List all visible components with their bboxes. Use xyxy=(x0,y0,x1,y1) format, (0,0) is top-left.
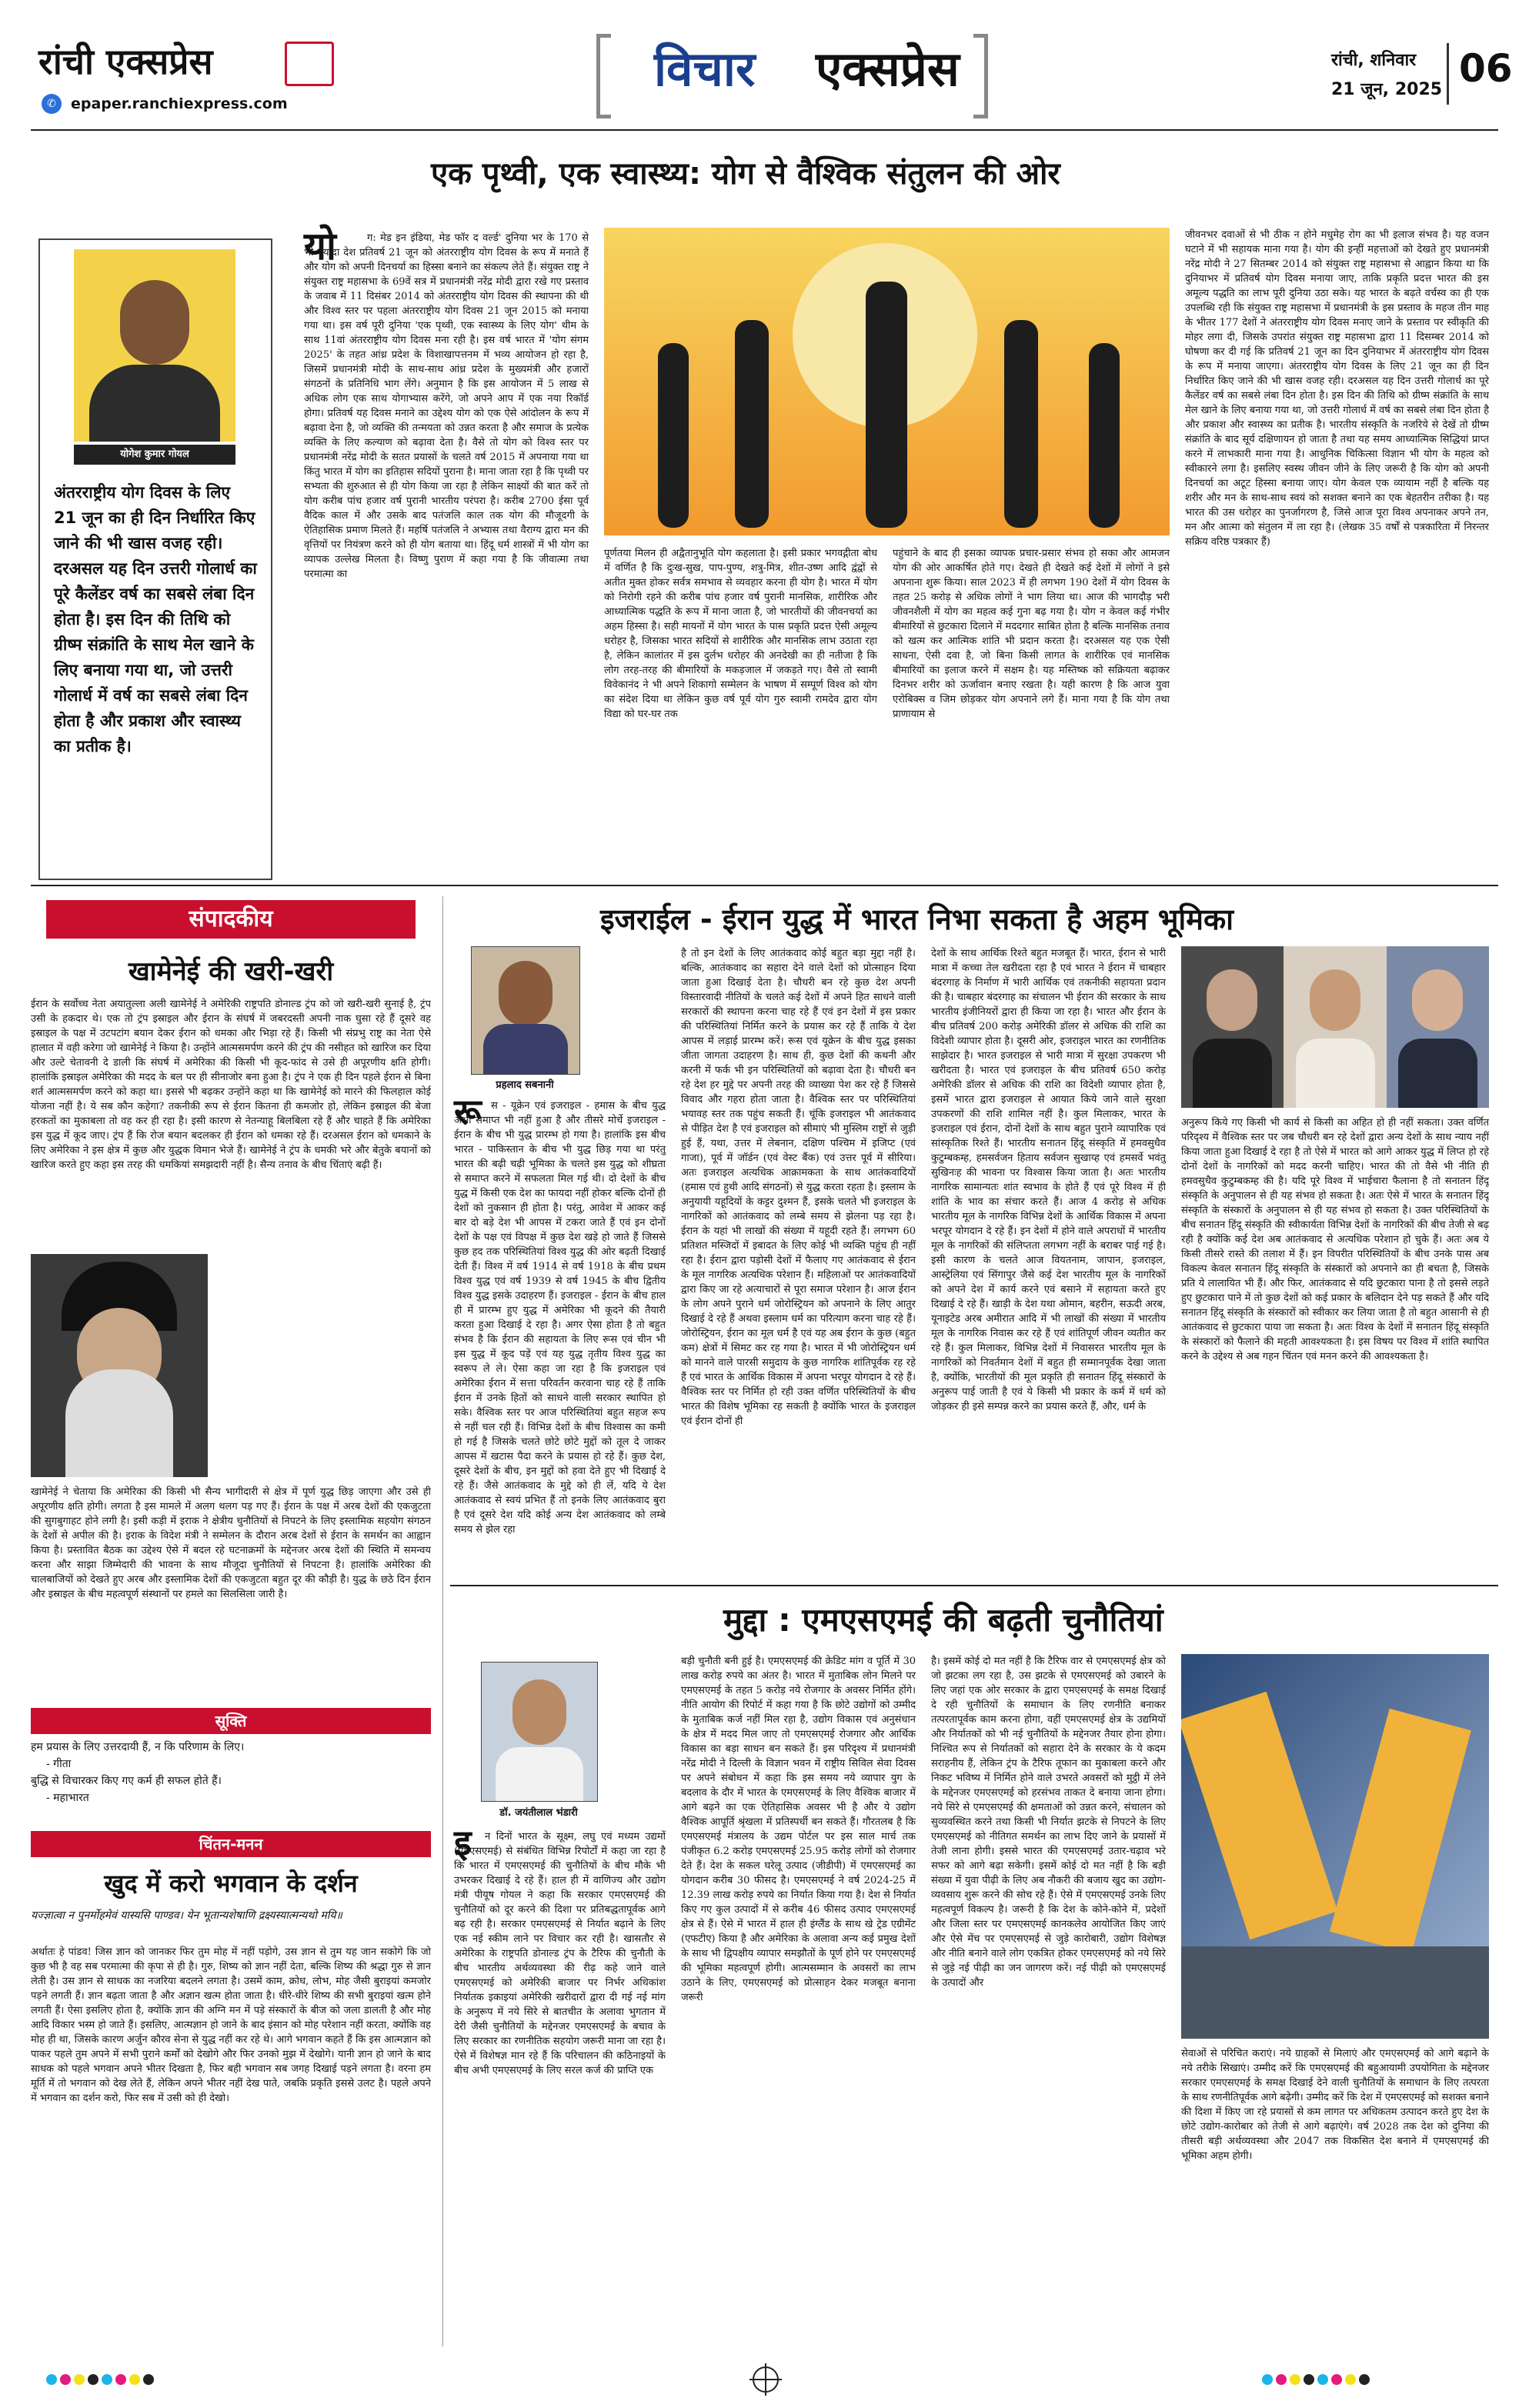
leader-photo-2 xyxy=(1284,946,1387,1108)
israel-iran-col-1: स - यूक्रेन एवं इजराइल - हमास के बीच युद्ध अभी समाप्त भी नहीं हुआ है और तीसरे मोर्चे इजराइल - ईरान के बीच भी युद्ध प्रारम्भ हो गया है। हालांकि इस बीच भारत - पाकिस्तान के बीच भी युद्ध छिड़ गया था परंतु भारत की बढ़ी चढ़ी भूमिका के चलते इस युद्ध को शीघ्रता से समाप्त करने में सफलता मिल गई थी। दो देशों के बीच युद्ध में किसी एक देश का फायदा नहीं होकर बल्कि दोनों ही देशों को नुकसान ही होता है। परंतु, आवेश में आकर कई बार दो बड़े देश भी आपस में टकरा जाते हैं एवं इन दोनों देशों के पक्ष एवं विपक्ष में कुछ देश खड़े हो जाते हैं जिससे कुछ हद तक परिस्थितियां विश्व युद्ध की ओर बढ़ती दिखाई देती हैं। विश्व में वर्ष 1914 से वर्ष 1918 के बीच प्रथम विश्व युद्ध एवं वर्ष 1939 से वर्ष 1945 के बीच द्वितीय विश्व युद्ध इसके उदाहरण हैं। इजराइल - ईरान के बीच हाल ही में प्रारम्भ हुए युद्ध में अमेरिका भी कूदने की तैयारी करता हुआ दिखाई दे रहा है। अगर ऐसा होता है तो बहुत संभव है कि ईरान की सहायता के लिए रूस एवं चीन भी इस युद्ध में कूद पड़ें एवं यह युद्ध तृतीय विश्व युद्ध का स्वरूप ले ले। ऐसा कहा जा रहा है कि इजराइल एवं अमेरिका ईरान में सत्ता परिवर्तन करवाना चाह रहे हैं ताकि ईरान में उनके हितों को साधने वाली सरकार स्थापित हो सके। वैश्विक स्तर पर आज परिस्थितियां बहुत सहज रूप से नहीं चल रही हैं। विभिन्न देशों के बीच विश्वास का कमी हो गई है जिसके चलते छोटे छोटे मुद्दों को तूल दे जाकर आपस में खटास पैदा करने के प्रयास हो रहे हैं। कुछ देश, दूसरे देशों के बीच, इन मुद्दों को हवा देते हुए भी दिखाई दे रहे हैं। जैसे आतंकवाद के मुद्दे को ही लें, यदि ये देश आतंकवाद से स्वयं प्रभित हैं तो इनके लिए आतंकवाद बुरा है एवं दूसरे देश यदि कोई अन्य देश आतंकवाद को लम्बे समय से झेल रहा xyxy=(454,1100,666,1536)
msme-col-3: है। इसमें कोई दो मत नहीं है कि टैरिफ वार से एमएसएमई क्षेत्र को जो झटका लग रहा है, उस झटके से एमएसएमई को उबारने के लिए जहां एक ओर सरकार के द्वारा एमएसएमई के समक्ष दिखाई दे रही चुनौतियों के समाधान के लिए रणनीति बनाकर तत्परतापूर्वक काम करना होगा, वहीं एमएसएमई क्षेत्र के उद्यमियों और निर्यातकों को भी नई चुनौतियों के मद्देनजर तैयार होना होगा। निश्चित रूप से निर्यातकों को सहारा देने के सरकार के ये कदम सराहनीय हैं, लेकिन ट्रंप के टैरिफ तूफान का मुकाबला करने और निकट भविष्य में निर्मित होने वाले उभरते अवसरों को मुट्ठी में लेने के मद्देनजर एमएसएमई को हरसंभव ताकत दे बनाया जाना होगा। नये सिरे से एमएसएमई की क्षमताओं को उन्नत करने, संचालन को सुव्यवस्थित करने तथा किसी भी निर्यात झटके से निपटने के लिए एमएसएमई को नीतिगत समर्थन का लाभ दिए जाने के प्रयासों में तेजी लाना होगी। इससे भारत की एमएसएमई उतार-चढ़ाव भरे सफर को आगे बढ़ा सकेगी। इसमें कोई दो मत नहीं है कि बड़ी संख्या में युवा पीढ़ी के लिए अब नौकरी की बजाय खुद का उद्योग-व्यवसाय शुरू करने की सोच रहे हैं। ऐसे में एमएसएमई उनके लिए महत्वपूर्ण विकल्प है। जरूरी है कि देश के कोने-कोने में, प्रदेशों और जिला स्तर पर एमएसएमई कानकलेव आयोजित किए जाएं और ऐसे मेंच पर एमएसएमई से जुड़े कारोबारी, उद्योग विशेषज्ञ और नीति बनाने वाले लोग एकत्रित होकर एमएसएमई को नये सिरे से जुड़े नई पीढ़ी का जन जागरण करें। नई पीढ़ी को एमएसएमई के उत्पादों और xyxy=(931,1656,1166,1989)
editorial-section-label: संपादकीय xyxy=(46,900,416,939)
khamenei-photo xyxy=(31,1254,208,1477)
yoga-col-1: ग: मेड इन इंडिया, मेड फॉर द वर्ल्ड' दुनिया भर के 170 से भी ज्यादा देश प्रतिवर्ष 21 जून को अंतरराष्ट्रीय योग दिवस के रूप में मनाते हैं और योग को अपनी दिनचर्या का हिस्सा बनाने का संकल्प लेते हैं। संयुक्त राष्ट्र ने संयुक्त राष्ट्र महासभा के 69वें सत्र में प्रधानमंत्री नरेंद्र मोदी द्वारा रखे गए प्रस्ताव के जवाब में 11 दिसंबर 2014 को अंतरराष्ट्रीय योग दिवस की स्थापना की थी और विश्व स्तर पर पहला अंतरराष्ट्रीय योग दिवस 21 जून 2015 को मनाया गया था। इस वर्ष पूरी दुनिया 'एक पृथ्वी, एक स्वास्थ्य के लिए योग' थीम के साथ 11वां अंतरराष्ट्रीय योग दिवस मना रही है। इस वर्ष भारत में 'योग संगम 2025' के तहत आंध्र प्रदेश के विशाखापत्तनम में भव्य आयोजन हो रहा है, जिसमें प्रधानमंत्री मोदी के साथ-साथ आंध्र प्रदेश के मुख्यमंत्री और हजारों संगठनों के प्रतिनिधि भाग लेंगे। अनुमान है कि इस आयोजन में 5 लाख से अधिक लोग एक साथ योगाभ्यास करेंगे, जो अपने आप में एक नया रिकॉर्ड होगा। प्रतिवर्ष यह दिवस मनाने का उद्देश्य योग को एक ऐसे आंदोलन के रूप में बढ़ावा देना है, जो व्यक्ति की तन्मयता को उन्नत करता है और समाज के प्रत्येक व्यक्ति के लिए कल्याण को बढ़ावा देता है। वैसे तो योग को विश्व स्तर पर प्रधानमंत्री नरेंद्र मोदी के सतत प्रयासों के चलते वर्ष 2015 में अपनाया गया था किंतु भारत में योग का इतिहास सदियों पुराना है। माना जाता रहा है कि पृथ्वी पर सभ्यता की शुरुआत से ही योग किया जा रहा है लेकिन साक्ष्यों की बात करें तो योग करीब पांच हजार वर्ष पुरानी भारतीय परंपरा है। करीब 2700 ईसा पूर्व वैदिक काल में और उसके बाद पतंजलि काल तक योग की मौजूदगी के ऐतिहासिक प्रमाण मिलते हैं। महर्षि पतंजलि ने अभ्यास तथा वैराग्य द्वारा मन की वृत्तियों पर नियंत्रण करने को ही योग बताया था। हिंदू धर्म शास्त्रों में भी योग का व्यापक उल्लेख मिलता है। विष्णु पुराण में कहा गया है कि जीवात्मा तथा परमात्मा का xyxy=(304,232,589,580)
sukti-line-1: हम प्रयास के लिए उत्तरदायी हैं, न कि परिणाम के लिए। xyxy=(31,1741,245,1753)
chintan-sloka: यज्ज्ञात्वा न पुनर्मोहमेवं यास्यसि पाण्डव। येन भूतान्यशेषाणि द्रक्ष्यस्यात्मन्यथो मयि॥ xyxy=(31,1909,342,1922)
israel-iran-author-name: प्रहलाद सबनानी xyxy=(496,1079,554,1091)
msme-col-4: सेवाओं से परिचित कराएं। नये ग्राहकों से मिलाएं और एमएसएमई को आगे बढ़ाने के नये तरीके सिखाएं। उम्मीद करें कि एमएसएमई की बहुआयामी उपयोगिता के मद्देनजर सरकार एमएसएमई के समक्ष दिखाई देने वाली चुनौतियों के समाधान के लिए तत्परता के साथ रणनीतिपूर्वक आगे बढ़ेगी। उम्मीद करें कि देश में एमएसएमई को सशक्त बनाने की दिशा में किए जा रहे प्रयासों से कम लागत पर अधिकतम उत्पादन करते हुए देश के छोटे उद्योग-कारोबार को तेजी से आगे बढ़ाएंगे। वर्ष 2028 तक देश को दुनिया की तीसरी बड़ी अर्थव्यवस्था और 2047 तक विकसित देश बनाने में एमएसएमई की भूमिका अहम होगी। xyxy=(1181,2048,1489,2162)
sukti-line-2: बुद्धि से विचारकर किए गए कर्म ही सफल होते हैं। xyxy=(31,1775,222,1787)
yoga-col-3: पहुंचाने के बाद ही इसका व्यापक प्रचार-प्रसार संभव हो सका और आमजन योग की ओर आकर्षित होते गए। देखते ही देखते कई देशों में लोगों ने इसे अपनाना शुरू किया। साल 2023 में ही लगभग 190 देशों में योग दिवस के तहत 25 करोड़ से अधिक लोगों ने भाग लिया था। आज की भागदौड़ भरी जीवनशैली में योग का महत्व कई गुना बढ़ गया है। योग न केवल कई गंभीर बीमारियों से छुटकारा दिलाने में मददगार साबित होता है बल्कि मानसिक तनाव को खत्म कर आत्मिक शांति भी प्रदान करता है। दरअसल यह एक ऐसी साधना, ऐसी दवा है, जो बिना किसी लागत के शारीरिक एवं मानसिक बीमारियों का इलाज करने में सक्षम है। यह मस्तिष्क को सक्रियता बढ़ाकर दिनभर शरीर को ऊर्जावान बनाए रखता है। यही कारण है कि आज युवा एरोबिक्स व जिम छोड़कर योग अपनाने लगे हैं। माना गया है कि योग तथा प्राणायाम से xyxy=(893,548,1170,720)
masthead xyxy=(31,31,1513,123)
msme-col-2: बड़ी चुनौती बनी हुई है। एमएसएमई की क्रेडिट मांग व पूर्ति में 30 लाख करोड़ रुपये का अंतर है। भारत में मुताबिक लोन मिलने पर एमएसएमई के तहत 5 करोड़ नये रोजगार के अवसर निर्मित होंगे। नीति आयोग की रिपोर्ट में कहा गया है कि छोटे उद्योगों को उम्मीद के मुताबिक कर्ज नहीं मिल रहा है, उद्योग विकास एवं अनुसंधान के क्षेत्र में मदद मिल जाए तो एमएसएमई रोजगार और आर्थिक विकास का बड़ा साधन बन सकते हैं। इस परिदृश्य में प्रधानमंत्री नरेंद्र मोदी ने दिल्ली के विज्ञान भवन में राष्ट्रीय सिविल सेवा दिवस पर अपने संबोधन में कहा कि इस समय नये व्यापार युग के बदलाव के दौर में भारत के एमएसएमई के लिए वैश्विक बाजार में आगे बढ़ने का एक ऐतिहासिक अवसर भी है और ये उद्योग वैश्विक आपूर्ति श्रृंखला में प्रतिस्पर्धी बन सकते हैं। गौरतलब है कि एमएसएमई मंत्रालय के उद्यम पोर्टल पर इस साल मार्च तक पंजीकृत 6.2 करोड़ एमएसएमई 25.95 करोड़ लोगों को रोजगार देते हैं। देश के सकल घरेलू उत्पाद (जीडीपी) में एमएसएमई का योगदान करीब 30 फीसद है। एमएसएमई ने वर्ष 2024-25 में 12.39 लाख करोड़ रुपये का निर्यात किया गया है। देश से निर्यात किए गए कुल उत्पादों में से करीब 46 फीसद उत्पाद एमएसएमई क्षेत्र से हैं। ऐसे में भारत में हाल ही इंग्लैंड के साथ खे ट्रेड एग्रीमेंट (एफटीए) किया है और अमेरिका के अलावा अन्य कई प्रमुख देशों के साथ भी द्विपक्षीय व्यापार समझौतों के पूर्ण होने पर एमएसएमई की भूमिका महत्वपूर्ण होगी। आत्मसम्मान के अवसरों का लाभ उठाने के लिए, एमएसएमई को प्रोत्साहन देकर मजबूत बनाना जरूरी xyxy=(681,1656,916,2003)
page-number: 06 xyxy=(1459,46,1513,91)
yoga-author-photo xyxy=(74,249,235,442)
msme-headline: मुद्दा : एमएसएमई की बढ़ती चुनौतियां xyxy=(723,1601,1163,1639)
israel-iran-bottom-rule xyxy=(450,1585,1498,1586)
msme-col-1: न दिनों भारत के सूक्ष्म, लघु एवं मध्यम उद्यमों (एमएसएमई) से संबंधित विभिन्न रिपोर्टों में कहा जा रहा है कि भारत में एमएसएमई की चुनौतियों के बीच मौके भी उभरकर दिखाई दे रहे हैं। हाल ही में वाणिज्य और उद्योग मंत्री पीयूष गोयल ने कहा कि सरकार एमएसएमई की चुनौतियों को दूर करने की दिशा पर प्रतिबद्धतापूर्वक आगे बढ़ रही है। सरकार एमएसएमई से निर्यात बढ़ाने के लिए एक नई स्कीम लाने पर विचार कर रही है। खासतौर से अमेरिका के राष्ट्रपति डोनाल्ड ट्रंप के टैरिफ की चुनौती के बीच भारतीय अर्थव्यवस्था की रीढ़ कहे जाने वाले एमएसएमई को अमेरिकी बाजार पर निर्भर अधिकांश निर्यातक इकाइयां अमेरिकी खरीदारों द्वारा दी गई नई मांग के अनुरूप में नये सिरे से बातचीत के अलावा भुगतान में देरी जैसी चुनौतियों के मद्देनजर एमएसएमई के बचाव के लिए सरकार का रणनीतिक सहयोग जरूरी माना जा रहा है। ऐसे में विशेषज्ञ मान रहे हैं कि परिचालन की कठिनाइयों के बीच अभी एमएसएमई के लिए सरल कर्ज की प्राप्ति एक xyxy=(454,1831,666,2076)
sukti-source-1: - गीता xyxy=(46,1758,72,1770)
editorial-text-2: खामेनेई ने चेताया कि अमेरिका की किसी भी सैन्य भागीदारी से क्षेत्र में पूर्ण युद्ध छिड़ जाएगा और उसे ही अपूरणीय क्षति होगी। लगता है इस मामले में अलग थलग पड़ गए हैं। ईरान के पक्ष में अरब देशों की एकजुटता की सुगबुगाहट होने लगी है। इसी कड़ी में इराक ने क्षेत्रीय चुनौतियों से निपटने के लिए इस्लामिक सहयोग संगठन के देशों से अपील की है। इराक के विदेश मंत्री ने सम्मेलन के दौरान अरब देशों से ईरान के समर्थन का आह्वान किया है। प्रस्तावित बैठक का उद्देश्य ऐसे में बदल रहे घटनाक्रमों के मद्देनजर अरब देशों की स्थिति में समन्वय करना और साझा जिम्मेदारी की भावना के साथ मौजूदा चुनौतियों से निपटना है। हालांकि अमेरिका की चालबाजियों को देखते हुए अरब और इस्लामिक देशों की एकजुटता बहुत दूर की कौड़ी है। युद्ध के छठे दिन ईरान और इस्राइल के बीच महत्वपूर्ण संस्थानों पर हमले का सिलसिला जारी है। xyxy=(31,1486,431,1600)
msme-factory-photo xyxy=(1181,1654,1489,2039)
israel-iran-headline: इजराईल - ईरान युद्ध में भारत निभा सकता है अहम भूमिका xyxy=(600,902,1234,936)
israel-iran-col-3: देशों के साथ आर्थिक रिश्ते बहुत मजबूत हैं। भारत, ईरान से भारी मात्रा में कच्चा तेल खरीदता रहा है एवं भारत ने ईरान में चाबहार बंदरगाह के निर्माण में भारी आर्थिक एवं तकनीकी सहायता प्रदान की है। चाबहार बंदरगाह का संचालन भी ईरान की सरकार के साथ भारतीय इंजीनियरों द्वारा ही किया जा रहा है। भारत और ईरान के बीच प्रतिवर्ष 200 करोड़ अमेरिकी डॉलर से अधिक की राशि का विदेशी व्यापार होता है। दूसरी ओर, इजराइल भारत का रणनीतिक साझेदार है। भारत इजराइल से भारी मात्रा में सुरक्षा उपकरण भी खरीदता है। भारत एवं इजराइल के बीच प्रतिवर्ष 650 करोड़ अमेरिकी डॉलर से अधिक की राशि का विदेशी व्यापार होता है, इसमें भारत द्वारा इजराइल से आयात किये जाने वाले सुरक्षा उपकरणों की राशि शामिल नहीं है। कुल मिलाकर, भारत के इजराइल एवं ईरान, दोनों देशों के साथ बहुत पुराने व्यापारिक एवं सांस्कृतिक रिश्ते हैं। भारतीय सनातन हिंदू संस्कृति में हमवसुधैव कुटुम्बकम्ह, हमसर्वजन हिताय सर्वजन सुखाय्ह एवं हमसर्वे भवंतु सुखिनःह की भावना पर विश्वास किया जाता है। अतः भारतीय नागरिक सामान्यतः शांत स्वभाव के होते हैं एवं पूरे विश्व में ही शांति के भाव का संचार करते हैं। आज 4 करोड़ से अधिक भारतीय मूल के नागरिक विभिन्न देशों के आर्थिक विकास में अपना भरपूर योगदान दे रहे हैं। इन देशों में होने वाले अपराधों में भारतीय मूल के नागरिकों की संलिप्तता लगभग नहीं के बराबर पाई गई है। इसी कारण के चलते आज वियतनाम, जापान, इजराइल, आस्ट्रेलिया एवं सिंगापुर जैसे कई देश भारतीय मूल के नागरिकों को अपने देश में कार्य करने एवं बसाने में सहायता करते हुए दिखाई दे रहे हैं। खाड़ी के देश यथा ओमान, बहरीन, सऊदी अरब, यूनाइटेड अरब अमीरात आदि में भी लाखों की संख्या में भारतीय मूल के नागरिक निवास कर रहे हैं एवं शांतिपूर्ण जीवन व्यतीत कर रहे हैं। कुल मिलाकर, विभिन्न देशों में निवासरत भारतीय मूल के नागरिकों को निवर्तमान देशों में बहुत ही सम्मानपूर्वक देखा जाता है, क्योंकि, भारतीयों की मूल प्रकृति ही सनातन हिंदू संस्कारों के अनुरूप पाई जाती है एवं ये किसी भी प्रकार के कर्म में धर्म को जोड़कर ही इसे सम्पन्न करने का प्रयास करते हैं, और, धर्म के xyxy=(931,948,1166,1412)
msme-author-name: डॉ. जयंतीलाल भंडारी xyxy=(499,1807,578,1819)
footer-color-strip-right xyxy=(1262,2373,1373,2388)
yoga-illustration xyxy=(604,228,1170,535)
sukti-title: सूक्ति xyxy=(31,1708,431,1734)
date: 21 जून, 2025 xyxy=(1331,80,1443,99)
chintan-text: अर्थातः हे पांडव! जिस ज्ञान को जानकर फिर तुम मोह में नहीं पड़ोगे, उस ज्ञान से तुम यह जान सकोगे कि जो कुछ भी है वह सब परमात्मा की कृपा से ही है। गुरु, शिष्य को ज्ञान नहीं देता, बल्कि शिष्य की श्रद्धा गुरु से ज्ञान लेती है। उस ज्ञान से साधक का नजरिया बदलने लगता है। उसमें काम, क्रोध, लोभ, मोह जैसी बुराइयां कमजोर पड़ने लगती हैं। ज्ञान बढ़ता जाता है और अज्ञान खत्म होता जाता है। धीरे-धीरे शिष्य की सभी बुराइयां खत्म होने लगती हैं। ऐसा इसलिए होता है, क्योंकि ज्ञान की अग्नि मन में पड़े संस्कारों के बीज को जला डालती है और मोह आदि विकार भस्म हो जाते हैं। इसलिए, आत्मज्ञान हो जाने के बाद इंसान को मोह परेशान नहीं करता, क्योंकि वह मोह ही था, जिसके कारण अर्जुन कौरव सेना से युद्ध नहीं कर रहे थे। आगे भगवान कहते हैं कि इस आत्मज्ञान को पाकर पहले तुम अपने में सभी पुराने कर्मों को देखोगे और फिर उनको मुझ में देखोगे। यानी ज्ञान हो जाने के बाद साधक को पहले भगवान अपने भीतर दिखता है, फिर बही भगवान सब जगह दिखाई पड़ने लगता है। वरना हम मूर्ति में तो भगवान को देख लेते हैं, लेकिन अपने भीतर नहीं देख पाते, जबकि प्रकृति इससे उलट है। पहले अपने में भगवान का दर्शन करो, फिर सब में उसी को ही देखो। xyxy=(31,1946,431,2104)
israel-iran-col-4: अनुरूप किये गए किसी भी कार्य से किसी का अहित हो ही नहीं सकता। उक्त वर्णित परिदृश्य में वैश्विक स्तर पर जब चौधरी बन रहे देशों द्वारा अन्य देशों के साथ न्याय नहीं किया जाता हुआ दिखाई दे रहा है तो ऐसे में भारत को आगे आकर युद्ध में लिप्त हो रहे दोनों देशों के नागरिकों को मदद करनी चाहिए। भारत की तो वैसे भी नीति ही हमवसुधैव कुटुम्बकम्ह की है। यदि पूरे विश्व में भाईचारा फैलाना है तो सनातन हिंदू संस्कृति के अनुपालन से ही यह संभव हो सकता है। अतः ऐसे में भारत के सनातन हिंदू संस्कृति के संस्कारों के अनुपालन से ही यह संभव हो सकता है। उक्त परिस्थितियों के बीच सनातन हिंदू संस्कृति की स्वीकार्यता विभिन्न देशों के नागरिकों की बीच तेजी से बढ़ रही है क्योंकि कई देश अब आतंकवाद से अत्यधिक परेशान हो चुके हैं। अतः अब ये किसी तीसरे रास्ते की तलाश में हैं। इन विपरीत परिस्थितियों के बीच उनके पास अब विकल्प केवल सनातन हिंदू संस्कृति के संस्कारों को अपनाने का ही बचता है, जिसके प्रति ये लालायित भी हैं। और फिर, आतंकवाद से यदि छुटकारा पाना है तो इससे लड़ते हुए छुटकारा पाने में तो कुछ देशों को कई प्रकार के बलिदान देने पड़ सकते हैं और यदि सनातन हिंदू संस्कृति के संस्कारों को स्वीकार कर लिया जाता है तो बहुत आसानी से ही आतंकवाद से छुटकारा पाया जा सकता है। अतः विश्व के देशों में सनातन हिंदू संस्कृति के संस्कारों को फैलाने की महती आवश्यकता है। इस विषय पर विश्व में शांति स्थापित करने के उद्देश्य से अब गहन चिंतन एवं मनन करने की आवश्यकता है। xyxy=(1181,1117,1489,1362)
editorial-text-1: ईरान के सर्वोच्च नेता अयातुल्ला अली खामेनेई ने अमेरिकी राष्ट्रपति डोनाल्ड ट्रंप को जो खरी-खरी सुनाई है, ट्रंप उसी के हकदार थे। एक तो ट्रंप इस्राइल और ईरान के संघर्ष में जबरदस्ती अपनी नाक घुसा रहे हैं दूसरे वह इस्राइल के पक्ष में उटपटांग बयान देकर ईरान को धमका और भिड़ा रहे हैं। किसी भी संप्रभु राष्ट्र का नेता ऐसे हालात में वही करेगा जो खामेनेई ने किया है। उन्होंने आत्मसमर्पण करने की ट्रंप की नसीहत को खारिज कर दिया और उल्टे चेतावनी दे डाली कि संघर्ष में अमेरिका की किसी भी कूद-फांद से उसे ही अपूरणीय क्षति होगी। हालांकि इस्राइल अमेरिका की मदद के बल पर ही सीनाजोर बना हुआ है। ट्रंप ने एक ही दिन पहले ईरान से बिना शर्त आत्मसमर्पण करने को कहा था। इससे भी बढ़कर उन्होंने कहा था कि खामेनेई को मारने की फिलहाल कोई योजना नहीं है। ये सब कौन कहेगा? तकनीकी रूप से ईरान कितना ही कमजोर हो, लेकिन इस्राइल की बेजा हरकतों का मुकाबला तो वह कर ही रहा है। इसी कारण से नेतन्याहू बिलबिला रहे हैं और चाहते हैं कि अमेरिका इस युद्ध में कूद जाए। ट्रंप हैं कि रोज बयान बदलकर ही ईरान को धमका रहे हैं। दरअसल ईरान को धमकाने के लिए अमेरिका ने इस क्षेत्र में कुछ और युद्धक विमान भेजे हैं। खामेनेई ने ट्रंप के धमकी भरे और बेतुके बयानों को खारिज करते हुए कहा इस तरह की धमकियां समझदारी नहीं है। सैन्य तनाव के बीच चिंताएं बढ़ी हैं। xyxy=(31,999,431,1171)
section-bracket-right xyxy=(973,34,988,118)
website[interactable]: epaper.ranchiexpress.com xyxy=(71,95,288,112)
yoga-col-2: पूर्णतया मिलन ही अद्वैतानुभूति योग कहलाता है। इसी प्रकार भगवद्गीता बोध में वर्णित है कि दुःख-सुख, पाप-पुण्य, शत्रु-मित्र, शीत-उष्ण आदि द्वंद्वों से अतीत मुक्त होकर सर्वत्र समभाव से व्यवहार करना ही योग है। भारत में योग को निरोगी रहने की करीब पांच हजार वर्ष पुरानी मानसिक, शारीरिक और आध्यात्मिक पद्धति के रूप में माना जाता है, जो भारतीयों की जीवनचर्या का अहम हिस्सा है। सही मायनों में योग भारत के पास प्रकृति प्रदत्त ऐसी अमूल्य धरोहर है, जिसका भारत सदियों से शारीरिक और मानसिक लाभ उठाता रहा है, लेकिन कालांतर में इस दुर्लभ धरोहर की अनदेखी का ही नतीजा है कि लोग तरह-तरह की बीमारियों के मकड़जाल में जकड़ते गए। वैसे तो स्वामी विवेकानंद ने भी अपने शिकागो सम्मेलन के भाषण में सम्पूर्ण विश्व को योग का संदेश दिया था लेकिन कुछ वर्ष पूर्व योग गुरु स्वामी रामदेव द्वारा योग विद्या को घर-घर तक xyxy=(604,548,877,720)
editorial-headline: खामेनेई की खरी-खरी xyxy=(128,956,334,987)
leaders-photo xyxy=(1181,946,1489,1108)
sukti-source-2: - महाभारत xyxy=(46,1792,89,1804)
ranchi-express-logo-icon xyxy=(285,42,334,86)
israel-iran-col-2: है तो इन देशों के लिए आतंकवाद कोई बहुत बड़ा मुद्दा नहीं है। बल्कि, आतंकवाद का सहारा देने वाले देशों को प्रोत्साहन दिया जाता हुआ दिखाई देता है। चौधरी बन रहे कुछ देश अपनी विस्तारवादी नीतियों के चलते कई देशों में अपने हित साधने वाली सरकारों की स्थापना करना चाह रहे हैं एवं इन देशों में इस प्रकार की परिस्थितियां निर्मित करने के प्रयास कर रहे हैं ताकि ये देश आपस में लड़ाई प्रारम्भ करें। रूस एवं यूक्रेन के बीच युद्ध इसका जीता जागता उदाहरण है। साथ ही, कुछ देशों की कथनी और करनी में फर्क भी इन परिस्थितियों को बढ़ावा देता है। चौधरी बन रहे देश हर मुद्दे पर अपनी तरह की व्याख्या पेश कर रहे हैं जिससे विवाद और गहरा होता जाता है। वैश्विक स्तर पर परिस्थितियां भयावह स्तर तक पहुंच सकती हैं। चूंकि इजराइल भी आतंकवाद से पीड़ित देश है एवं इजराइल को सीमाएं भी मुस्लिम राष्ट्रों से जुड़ी हुई हैं, यथा, उत्तर में लेबनान, दक्षिण पश्चिम में इजिप्ट (एवं गाजा), पूर्व में जॉर्डन (एवं वेस्ट बैंक) एवं उत्तर पूर्व में सीरिया। अतः इजराइल अत्यधिक आक्रामकता के साथ आतंकवादियों (हमास एवं हुथी आदि संगठनों) से युद्ध करता रहता है। इस्लाम के अनुयायी यहूदियों के कट्टर दुश्मन हैं, इसके चलते भी इजराइल के नागरिकों को आतंकवाद को लम्बे समय से झेलना पड़ रहा है। ईरान के यहां भी लाखों की संख्या में यहूदी रहते हैं। लगभग 60 प्रतिशत मस्जिदों में इबादत के लिए कोई भी व्यक्ति पहुंच ही नहीं रहा है। ईरान द्वारा पड़ोसी देशों में फैलाए गए आतंकवाद से ईरान के मूल नागरिक अत्यधिक परेशान हैं। महिलाओं पर आतंकवादियों द्वारा किए जा रहे अत्याचारों से पूरा समाज परेशान है। आज ईरान के लोग अपने पुराने धर्म जोरोस्ट्रियन को अपनाने के लिए आतुर दिखाई दे रहे हैं अथवा इस्लाम धर्म का परित्याग करना चाह रहे हैं। जोरोस्ट्रियन, ईरान का मूल धर्म है एवं यह अब ईरान के कुछ (बहुत कम) क्षेत्रों में सिमट कर रह गया है। भारत में भी जोरोस्ट्रियन धर्म को मानने वाले पारसी समुदाय के कुछ नागरिक शांतिपूर्वक रह रहे हैं एवं भारत के आर्थिक विकास में अपना भरपूर योगदान दे रहे हैं। वैश्विक स्तर पर निर्मित हो रही उक्त वर्णित परिस्थितियों के बीच भारत की विशेष भूमिका रह सकती है क्योंकि भारत के इजराइल एवं ईरान दोनों ही xyxy=(681,948,916,1427)
print-registration-mark-icon xyxy=(753,2366,779,2393)
page-divider xyxy=(1447,43,1449,105)
masthead-rule xyxy=(31,129,1498,131)
israel-iran-author-photo xyxy=(471,946,580,1075)
msme-author-photo xyxy=(481,1662,598,1802)
city-day: रांची, शनिवार xyxy=(1331,51,1417,70)
mobile-phone-icon: ✆ xyxy=(42,94,62,114)
yoga-author-name: योगेश कुमार गोयल xyxy=(74,445,235,465)
yoga-author-box xyxy=(38,238,272,880)
msme-dropcap: इ xyxy=(454,1822,472,1863)
footer-color-strip-left xyxy=(46,2373,157,2388)
yoga-headline: एक पृथ्वी, एक स्वास्थ्य: योग से वैश्विक संतुलन की ओर xyxy=(431,156,1060,192)
editorial-text-1-side xyxy=(219,1254,431,1477)
yoga-col-4: जीवनभर दवाओं से भी ठीक न होने मधुमेह रोग का भी इलाज संभव है। यह वजन घटाने में भी सहायक माना गया है। योग की इन्हीं महत्ताओं को देखते हुए प्रधानमंत्री नरेंद्र मोदी ने 27 सितम्बर 2014 को संयुक्त राष्ट्र महासभा से आह्वान किया था कि दुनियाभर में प्रतिवर्ष योग दिवस मनाया जाए, ताकि प्रकृति प्रदत्त भारत की इस अमूल्य पद्धति का लाभ पूरी दुनिया उठा सके। यह भारत के बढ़ते वर्चस्व का ही एक उपलब्धि रही कि संयुक्त राष्ट्र महासभा में प्रधानमंत्री के इस प्रस्ताव के महज तीन माह के भीतर 177 देशों ने अंतरराष्ट्रीय योग दिवस मनाए जाने के प्रस्ताव पर स्वीकृति की मोहर लगा दी, जिसके उपरांत संयुक्त राष्ट्र महासभा द्वारा 11 दिसम्बर 2014 को घोषणा कर दी गई कि प्रतिवर्ष 21 जून का दिन दुनियाभर में अंतरराष्ट्रीय योग दिवस के रूप में मनाया जाएगा। अंतरराष्ट्रीय योग दिवस के लिए 21 जून का ही दिन निर्धारित किए जाने की भी खास वजह रही। दरअसल यह दिन उत्तरी गोलार्ध का पूरे कैलेंडर वर्ष का सबसे लंबा दिन होता है। इस दिन की तिथि को ग्रीष्म संक्रांति के साथ मेल खाने के लिए बनाया गया था, जो उत्तरी गोलार्ध में वर्ष का सबसे लंबा दिन होता है और प्रकाश और स्वास्थ्य का प्रतीक है। भारतीय संस्कृति के नजरिये से देखें तो ग्रीष्म संक्रांति के बाद सूर्य दक्षिणायन हो जाता है तथा यह समय आध्यात्मिक सिद्धियां प्राप्त करने में लाभकारी माना गया है। आधुनिक चिकित्सा विज्ञान भी योग के महत्व को स्वीकारने लगा है। इसलिए स्वस्थ जीवन जीने के लिए जरूरी है कि योग को अपनी दिनचर्या का अटूट हिस्सा बनाया जाए। योग केवल एक व्यायाम नहीं है बल्कि यह शरीर और मन के साथ-साथ स्वयं को सशक्त बनाने का एक बेहतरीन तरीका है। यह भारत की उस धरोहर का पुनर्जागरण है, जिसे आज पूरा विश्व अपनाकर अपने तन, मन और आत्मा को संतुलन में ला रहा है। (लेखक 35 वर्षों से पत्रकारिता में निरन्तर सक्रिय वरिष्ठ पत्रकार हैं) xyxy=(1185,229,1489,548)
yoga-bottom-rule xyxy=(31,885,1498,886)
chintan-title: चिंतन-मनन xyxy=(31,1831,431,1857)
paper-name: रांची एक्सप्रेस xyxy=(38,41,213,82)
editorial-divider xyxy=(442,896,443,2346)
yoga-pull-quote: अंतरराष्ट्रीय योग दिवस के लिए 21 जून का ही दिन निर्धारित किए जाने की भी खास वजह रही। दरअसल यह दिन उत्तरी गोलार्ध का पूरे कैलेंडर वर्ष का सबसे लंबा दिन होता है। इस दिन की तिथि को ग्रीष्म संक्रांति के साथ मेल खाने के लिए बनाया गया था, जो उत्तरी गोलार्ध में वर्ष का सबसे लंबा दिन होता है और प्रकाश और स्वास्थ्य का प्रतीक है। xyxy=(54,483,257,755)
chintan-headline: खुद में करो भगवान के दर्शन xyxy=(104,1869,358,1898)
israel-iran-dropcap: रू xyxy=(454,1091,482,1132)
section-bracket-left xyxy=(596,34,611,118)
sukti-box xyxy=(31,1739,431,1823)
section-title-vichar: विचार xyxy=(654,41,756,97)
section-title-express: एक्सप्रेस xyxy=(816,41,960,97)
leader-photo-1 xyxy=(1181,946,1284,1108)
yoga-dropcap: यो xyxy=(304,224,336,268)
leader-photo-3 xyxy=(1387,946,1489,1108)
